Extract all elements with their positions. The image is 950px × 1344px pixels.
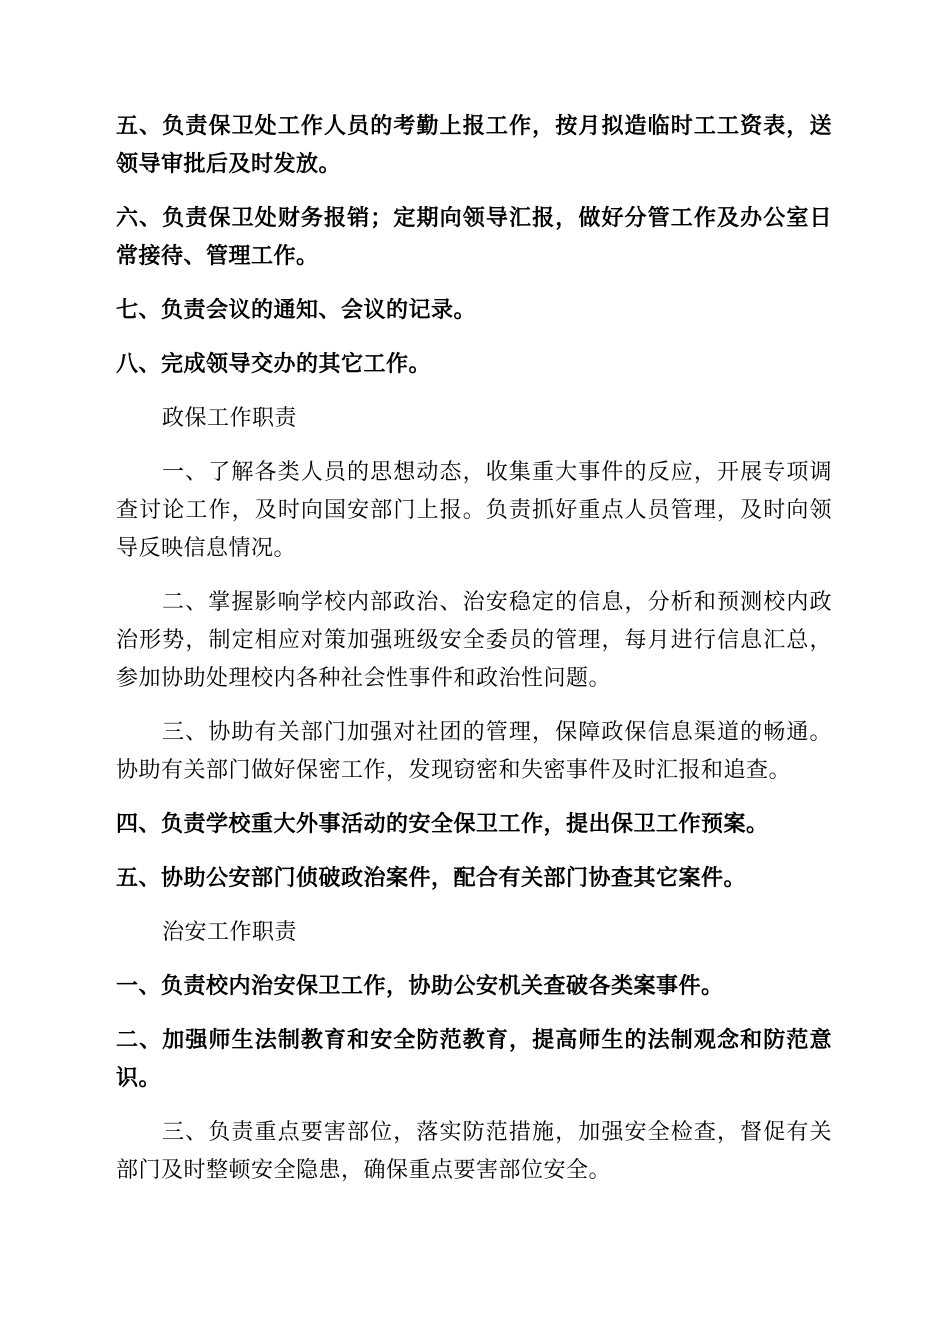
paragraph-order-1: 一、负责校内治安保卫工作，协助公安机关查破各类案事件。 xyxy=(116,974,724,999)
paragraph-political-5: 五、协助公安部门侦破政治案件，配合有关部门协查其它案件。 xyxy=(116,866,747,891)
paragraph-political-2: 二、掌握影响学校内部政治、治安稳定的信息，分析和预测校内政治形势，制定相应对策加强班级安全委员的管理，每月进行信息汇总，参加协助处理校内各种社会性事件和政治性问题。 xyxy=(116,590,832,691)
paragraph-finance-reception: 六、负责保卫处财务报销；定期向领导汇报，做好分管工作及办公室日常接待、管理工作。 xyxy=(116,206,832,269)
paragraph-other-tasks: 八、完成领导交办的其它工作。 xyxy=(116,352,432,377)
paragraph-order-2: 二、加强师生法制教育和安全防范教育，提高师生的法制观念和防范意识。 xyxy=(116,1028,832,1091)
paragraph-political-4: 四、负责学校重大外事活动的安全保卫工作，提出保卫工作预案。 xyxy=(116,812,769,837)
paragraph-order-3: 三、负责重点要害部位，落实防范措施，加强安全检查，督促有关部门及时整顿安全隐患，确保重点要害部位安全。 xyxy=(116,1120,832,1183)
paragraph-political-3: 三、协助有关部门加强对社团的管理，保障政保信息渠道的畅通。协助有关部门做好保密工作，发现窃密和失密事件及时汇报和追查。 xyxy=(116,720,832,783)
paragraph-meeting-notes: 七、负责会议的通知、会议的记录。 xyxy=(116,298,477,323)
paragraph-political-1: 一、了解各类人员的思想动态，收集重大事件的反应，开展专项调查讨论工作，及时向国安部门上报。负责抓好重点人员管理，及时向领导反映信息情况。 xyxy=(116,460,832,561)
section-heading-public-order: 治安工作职责 xyxy=(162,920,298,945)
paragraph-attendance-payroll: 五、负责保卫处工作人员的考勤上报工作，按月拟造临时工工资表，送领导审批后及时发放。 xyxy=(116,114,832,177)
document-page xyxy=(116,108,832,1190)
section-heading-political-security: 政保工作职责 xyxy=(162,406,298,431)
